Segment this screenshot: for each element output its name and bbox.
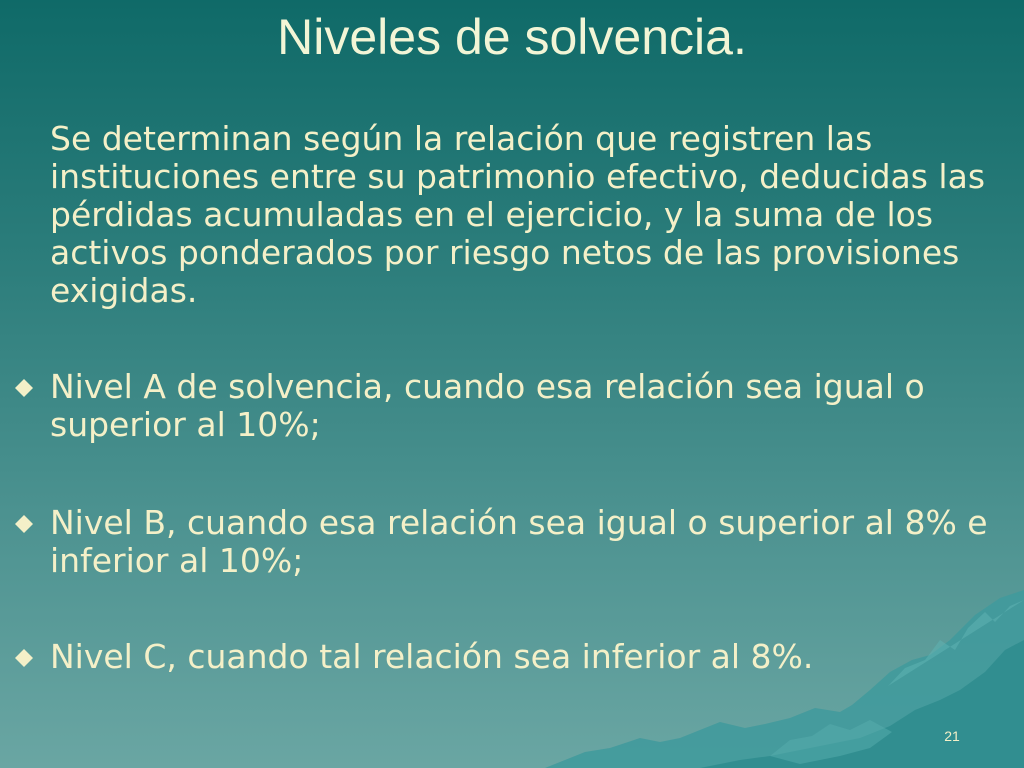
list-item-text: Nivel B, cuando esa relación sea igual o superior al 8% e inferior al 10%; xyxy=(50,503,988,580)
slide-title: Niveles de solvencia. xyxy=(277,9,747,65)
list-item-nivel-a xyxy=(14,368,1004,444)
diamond-bullet-icon xyxy=(14,514,34,534)
intro-paragraph: Se determinan según la relación que registren las instituciones entre su patrimonio efectivo, deducidas las pérdidas acumuladas en el ejercicio, y la suma de los activos ponderados por riesgo netos de las provisiones exigidas. xyxy=(50,119,986,310)
page-number: 21 xyxy=(944,728,960,744)
diamond-bullet-icon xyxy=(14,378,34,398)
list-item-nivel-b xyxy=(14,504,1004,580)
list-item-text: Nivel C, cuando tal relación sea inferior al 8%. xyxy=(50,637,814,676)
list-item-nivel-c xyxy=(14,638,1004,676)
list-item-text: Nivel A de solvencia, cuando esa relación sea igual o superior al 10%; xyxy=(50,367,925,444)
diamond-bullet-icon xyxy=(14,648,34,668)
